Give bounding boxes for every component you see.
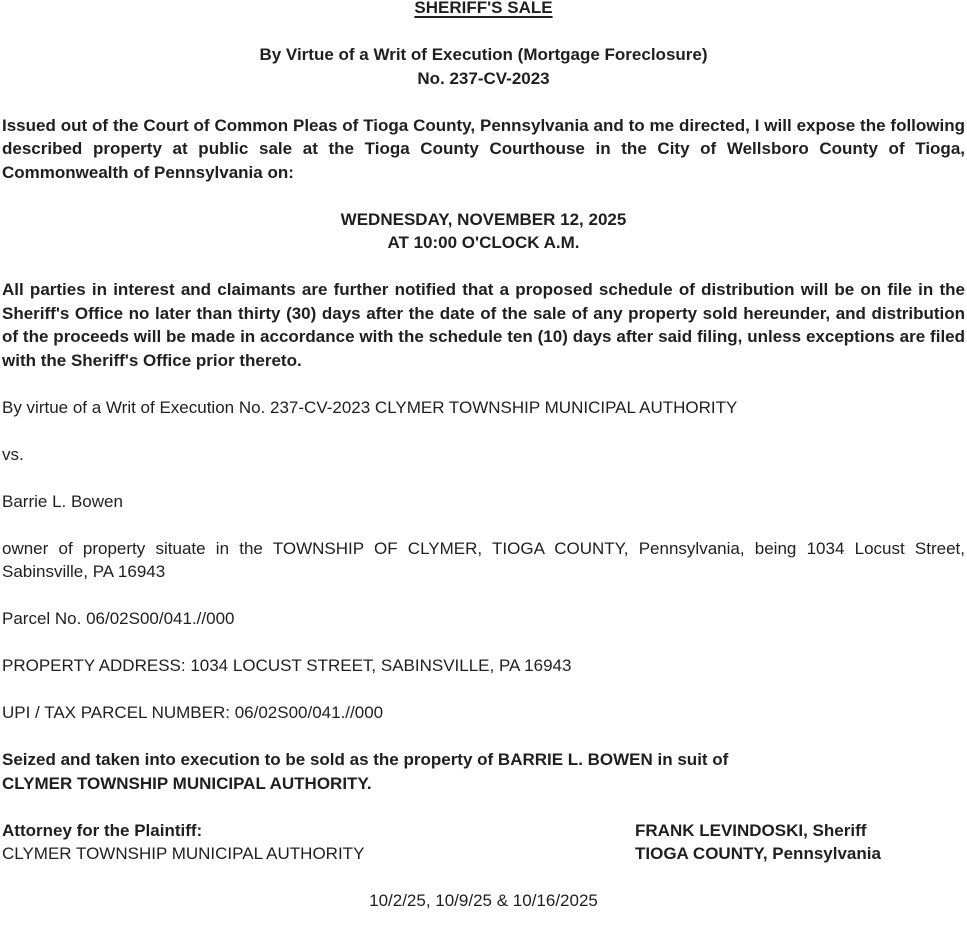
seized-paragraph <box>2 748 965 795</box>
notice-title <box>2 0 965 20</box>
upi-tax-parcel-line: UPI / TAX PARCEL NUMBER: 06/02S00/041.//000 <box>2 703 384 722</box>
publication-dates: 10/2/25, 10/9/25 & 10/16/2025 <box>369 891 598 910</box>
attorney-label: Attorney for the Plaintiff: <box>2 820 203 840</box>
intro-paragraph: Issued out of the Court of Common Pleas of Tioga County, Pennsylvania and to me directed, I will expose the following described property at public sale at the Tioga County Courthouse in the City of Wellsboro County of Tioga, Commonwealth of Pennsylvania on: <box>2 115 965 182</box>
attorney-name: CLYMER TOWNSHIP MUNICIPAL AUTHORITY <box>2 844 365 863</box>
owner-paragraph: owner of property situate in the TOWNSHIP OF CLYMER, TIOGA COUNTY, Pennsylvania, being 1034 Locust Street, Sabinsville, PA 16943 <box>2 538 965 581</box>
case-number: No. 237-CV-2023 <box>417 68 550 88</box>
writ-heading-line1: By Virtue of a Writ of Execution (Mortgage Foreclosure) <box>259 45 708 64</box>
seized-line1: Seized and taken into execution to be sold as the property of BARRIE L. BOWEN in suit of <box>2 750 729 769</box>
distribution-paragraph: All parties in interest and claimants are further notified that a proposed schedule of distribution will be on file in the Sheriff's Office no later than thirty (30) days after the date of the sale of any property sold hereunder, and distribution of the proceeds will be made in accordance with the schedule ten (10) days after said filing, unless exceptions are filed with the Sheriff's Office prior thereto. <box>2 280 965 370</box>
defendant-name: Barrie L. Bowen <box>2 491 123 511</box>
parcel-number-line: Parcel No. 06/02S00/041.//000 <box>2 609 235 628</box>
sheriff-name: FRANK LEVINDOSKI, Sheriff <box>635 820 867 840</box>
sheriff-block <box>635 819 965 866</box>
seized-line2: CLYMER TOWNSHIP MUNICIPAL AUTHORITY. <box>2 773 372 793</box>
versus-line: vs. <box>2 444 24 464</box>
sale-datetime <box>2 208 965 255</box>
writ-case-line: By virtue of a Writ of Execution No. 237-CV-2023 CLYMER TOWNSHIP MUNICIPAL AUTHORITY <box>2 397 738 417</box>
notice-title-text: SHERIFF'S SALE <box>414 0 553 17</box>
sale-date: WEDNESDAY, NOVEMBER 12, 2025 <box>340 209 627 229</box>
writ-heading <box>2 43 965 90</box>
sheriff-county: TIOGA COUNTY, Pennsylvania <box>635 844 881 863</box>
signature-block <box>2 819 965 866</box>
property-address-line: PROPERTY ADDRESS: 1034 LOCUST STREET, SABINSVILLE, PA 16943 <box>2 656 572 675</box>
attorney-block <box>2 819 635 866</box>
sale-time: AT 10:00 O'CLOCK A.M. <box>387 233 580 252</box>
